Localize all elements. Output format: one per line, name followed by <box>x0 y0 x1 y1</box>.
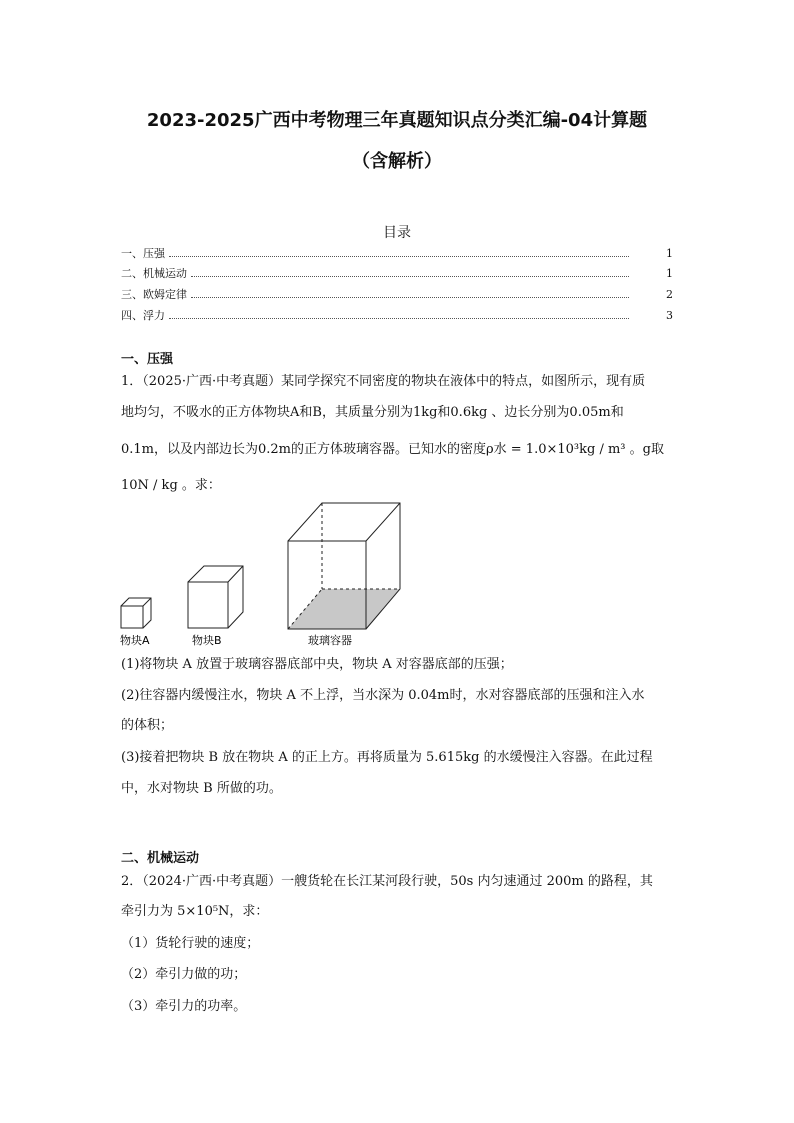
toc-item[interactable] <box>121 286 673 302</box>
toc-leader <box>169 256 629 257</box>
document-subtitle: （含解析） <box>352 151 442 172</box>
toc-leader <box>191 297 629 298</box>
toc-item[interactable] <box>121 245 673 261</box>
question-2-line-2: 牵引力为 5×10⁵N，求： <box>121 904 269 919</box>
question-1-sub-3-line-2: 中，水对物块 B 所做的功。 <box>121 781 282 796</box>
glass-container-cube <box>288 503 400 629</box>
question-1-sub-3-line-1: (3)接着把物块 B 放在物块 A 的正上方。再将质量为 5.615kg 的水缓慢注入容器。在此过程 <box>121 750 653 765</box>
section-heading-mechanical-motion: 二、机械运动 <box>121 851 200 866</box>
toc-item-page: 1 <box>666 267 673 280</box>
glass-container-label: 玻璃容器 <box>308 634 352 647</box>
section-heading-pressure: 一、压强 <box>121 352 174 367</box>
question-1-line-1: 1．（2025·广西·中考真题）某同学探究不同密度的物块在液体中的特点，如图所示，现有质 <box>121 374 646 389</box>
toc-item-page: 3 <box>666 309 673 322</box>
document-title: 2023-2025广西中考物理三年真题知识点分类汇编-04计算题 <box>146 110 648 131</box>
toc-leader <box>191 276 629 277</box>
question-1-figure <box>118 500 418 650</box>
block-b-cube <box>188 566 243 628</box>
block-a-cube <box>121 598 151 628</box>
question-1-line-2: 地均匀，不吸水的正方体物块A和B，其质量分别为1kg和0.6kg 、边长分别为0.05m和 <box>121 405 624 420</box>
toc-item-page: 2 <box>666 288 673 301</box>
question-2-sub-1: （1）货轮行驶的速度； <box>121 936 260 951</box>
question-1-sub-1: (1)将物块 A 放置于玻璃容器底部中央，物块 A 对容器底部的压强； <box>121 657 513 672</box>
toc-item-label: 四、浮力 <box>121 309 165 322</box>
toc-item[interactable] <box>121 265 673 281</box>
toc-item-label: 一、压强 <box>121 247 165 260</box>
question-2-sub-2: （2）牵引力做的功； <box>121 967 247 982</box>
question-2-sub-3: （3）牵引力的功率。 <box>121 999 247 1014</box>
toc-leader <box>169 318 629 319</box>
block-a-label: 物块A <box>120 634 150 647</box>
toc-item-page: 1 <box>666 247 673 260</box>
toc-heading: 目录 <box>383 225 411 241</box>
toc-item[interactable] <box>121 307 673 323</box>
question-1-sub-2-line-2: 的体积； <box>121 718 174 733</box>
block-b-label: 物块B <box>192 634 222 647</box>
toc-item-label: 三、欧姆定律 <box>121 288 187 301</box>
toc-item-label: 二、机械运动 <box>121 267 187 280</box>
question-2-line-1: 2．（2024·广西·中考真题）一艘货轮在长江某河段行驶，50s 内匀速通过 200m 的路程，其 <box>121 874 653 889</box>
question-1-line-4: 10N / kg 。求： <box>121 478 221 493</box>
question-1-line-3: 0.1m，以及内部边长为0.2m的正方体玻璃容器。已知水的密度ρ水 = 1.0×10³kg / m³ 。g取 <box>121 442 664 457</box>
question-1-sub-2-line-1: (2)往容器内缓慢注水，物块 A 不上浮，当水深为 0.04m时，水对容器底部的压强和注入水 <box>121 688 645 703</box>
